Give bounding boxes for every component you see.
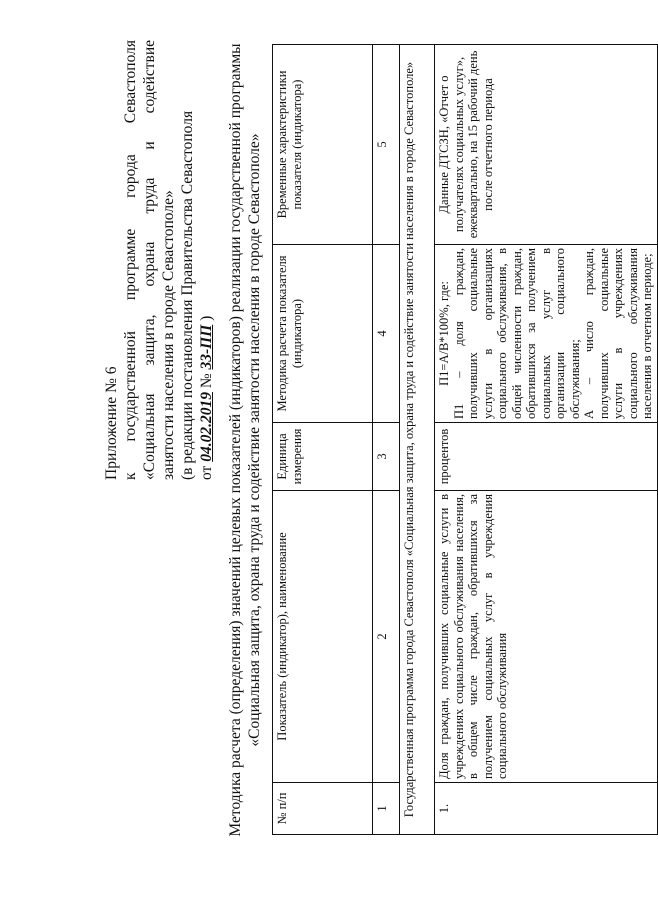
appendix-program-name-line1: «Социальная защита, охрана труда и содействие: [141, 40, 158, 480]
document-title: [226, 30, 264, 850]
appendix-program-line: к государственной программе города Севастополя: [122, 40, 139, 480]
table-row: [435, 45, 658, 835]
indicators-table: [272, 44, 658, 835]
appendix-number: Приложение № 6: [103, 366, 120, 480]
title-line-1: Методика расчета (определения) значений целевых показателей (индикаторов) реализации государственной программы: [227, 43, 244, 837]
method-description: П1 – доля граждан, получивших социальные услуги в организациях социального обслуживания, в общей численности граждан, обратившихся за получением социальных услуг в организации социального обслуживания;: [451, 248, 582, 419]
row-number: 1.: [435, 783, 658, 835]
number-prefix: №: [198, 373, 215, 389]
method-description-2: А – число граждан, получивших социальные услуги в учреждениях социального обслуживания населения в отчетном периоде;: [582, 248, 654, 419]
indicator-name: Доля граждан, получивших социальные услуги в учреждениях социального обслуживания населения, в общем числе граждан, обратившихся за получением социальных услуг в учреждения социального обслуживания: [435, 491, 658, 783]
indicator-unit: процентов: [435, 423, 658, 491]
column-number: 3: [373, 423, 400, 491]
indicator-timing: Данные ДТСЗН, «Отчет о получателях социальных услуг», ежеквартально, на 15 рабочий день после отчетного периода: [435, 45, 658, 245]
program-row: [400, 45, 435, 835]
appendix-edition-line: (в редакции постановления Правительства Севастополя: [179, 110, 196, 480]
handwritten-date: 04.02.2019: [198, 392, 215, 462]
date-suffix: ): [198, 315, 215, 321]
table-header-row: [273, 45, 373, 835]
header-cell: Показатель (индикатор), наименование: [273, 491, 373, 783]
header-cell: Единица измерения: [273, 423, 373, 491]
appendix-date-line: [197, 40, 216, 480]
header-cell: Временные характеристики показателя (индикатора): [273, 45, 373, 245]
column-number: 2: [373, 491, 400, 783]
handwritten-number: 33-ПП: [198, 324, 215, 370]
appendix-header: [102, 40, 216, 480]
title-line-2: «Социальная защита, охрана труда и содействие занятости населения в городе Севастополе»: [246, 133, 263, 747]
header-cell: Методика расчета показателя (индикатора): [273, 245, 373, 423]
column-number: 1: [373, 783, 400, 835]
column-number: 5: [373, 45, 400, 245]
column-number: 4: [373, 245, 400, 423]
appendix-program-name-line2: занятости населения в городе Севастополе»: [160, 190, 177, 480]
indicator-method: [435, 245, 658, 423]
header-cell: № п/п: [273, 783, 373, 835]
column-number-row: [373, 45, 400, 835]
date-prefix: от: [198, 465, 215, 480]
program-title-cell: Государственная программа города Севастополя «Социальная защита, охрана труда и содействие занятости населения в городе Севастополе»: [400, 45, 435, 835]
method-formula: П1=А/В*100%, где:: [437, 281, 451, 386]
